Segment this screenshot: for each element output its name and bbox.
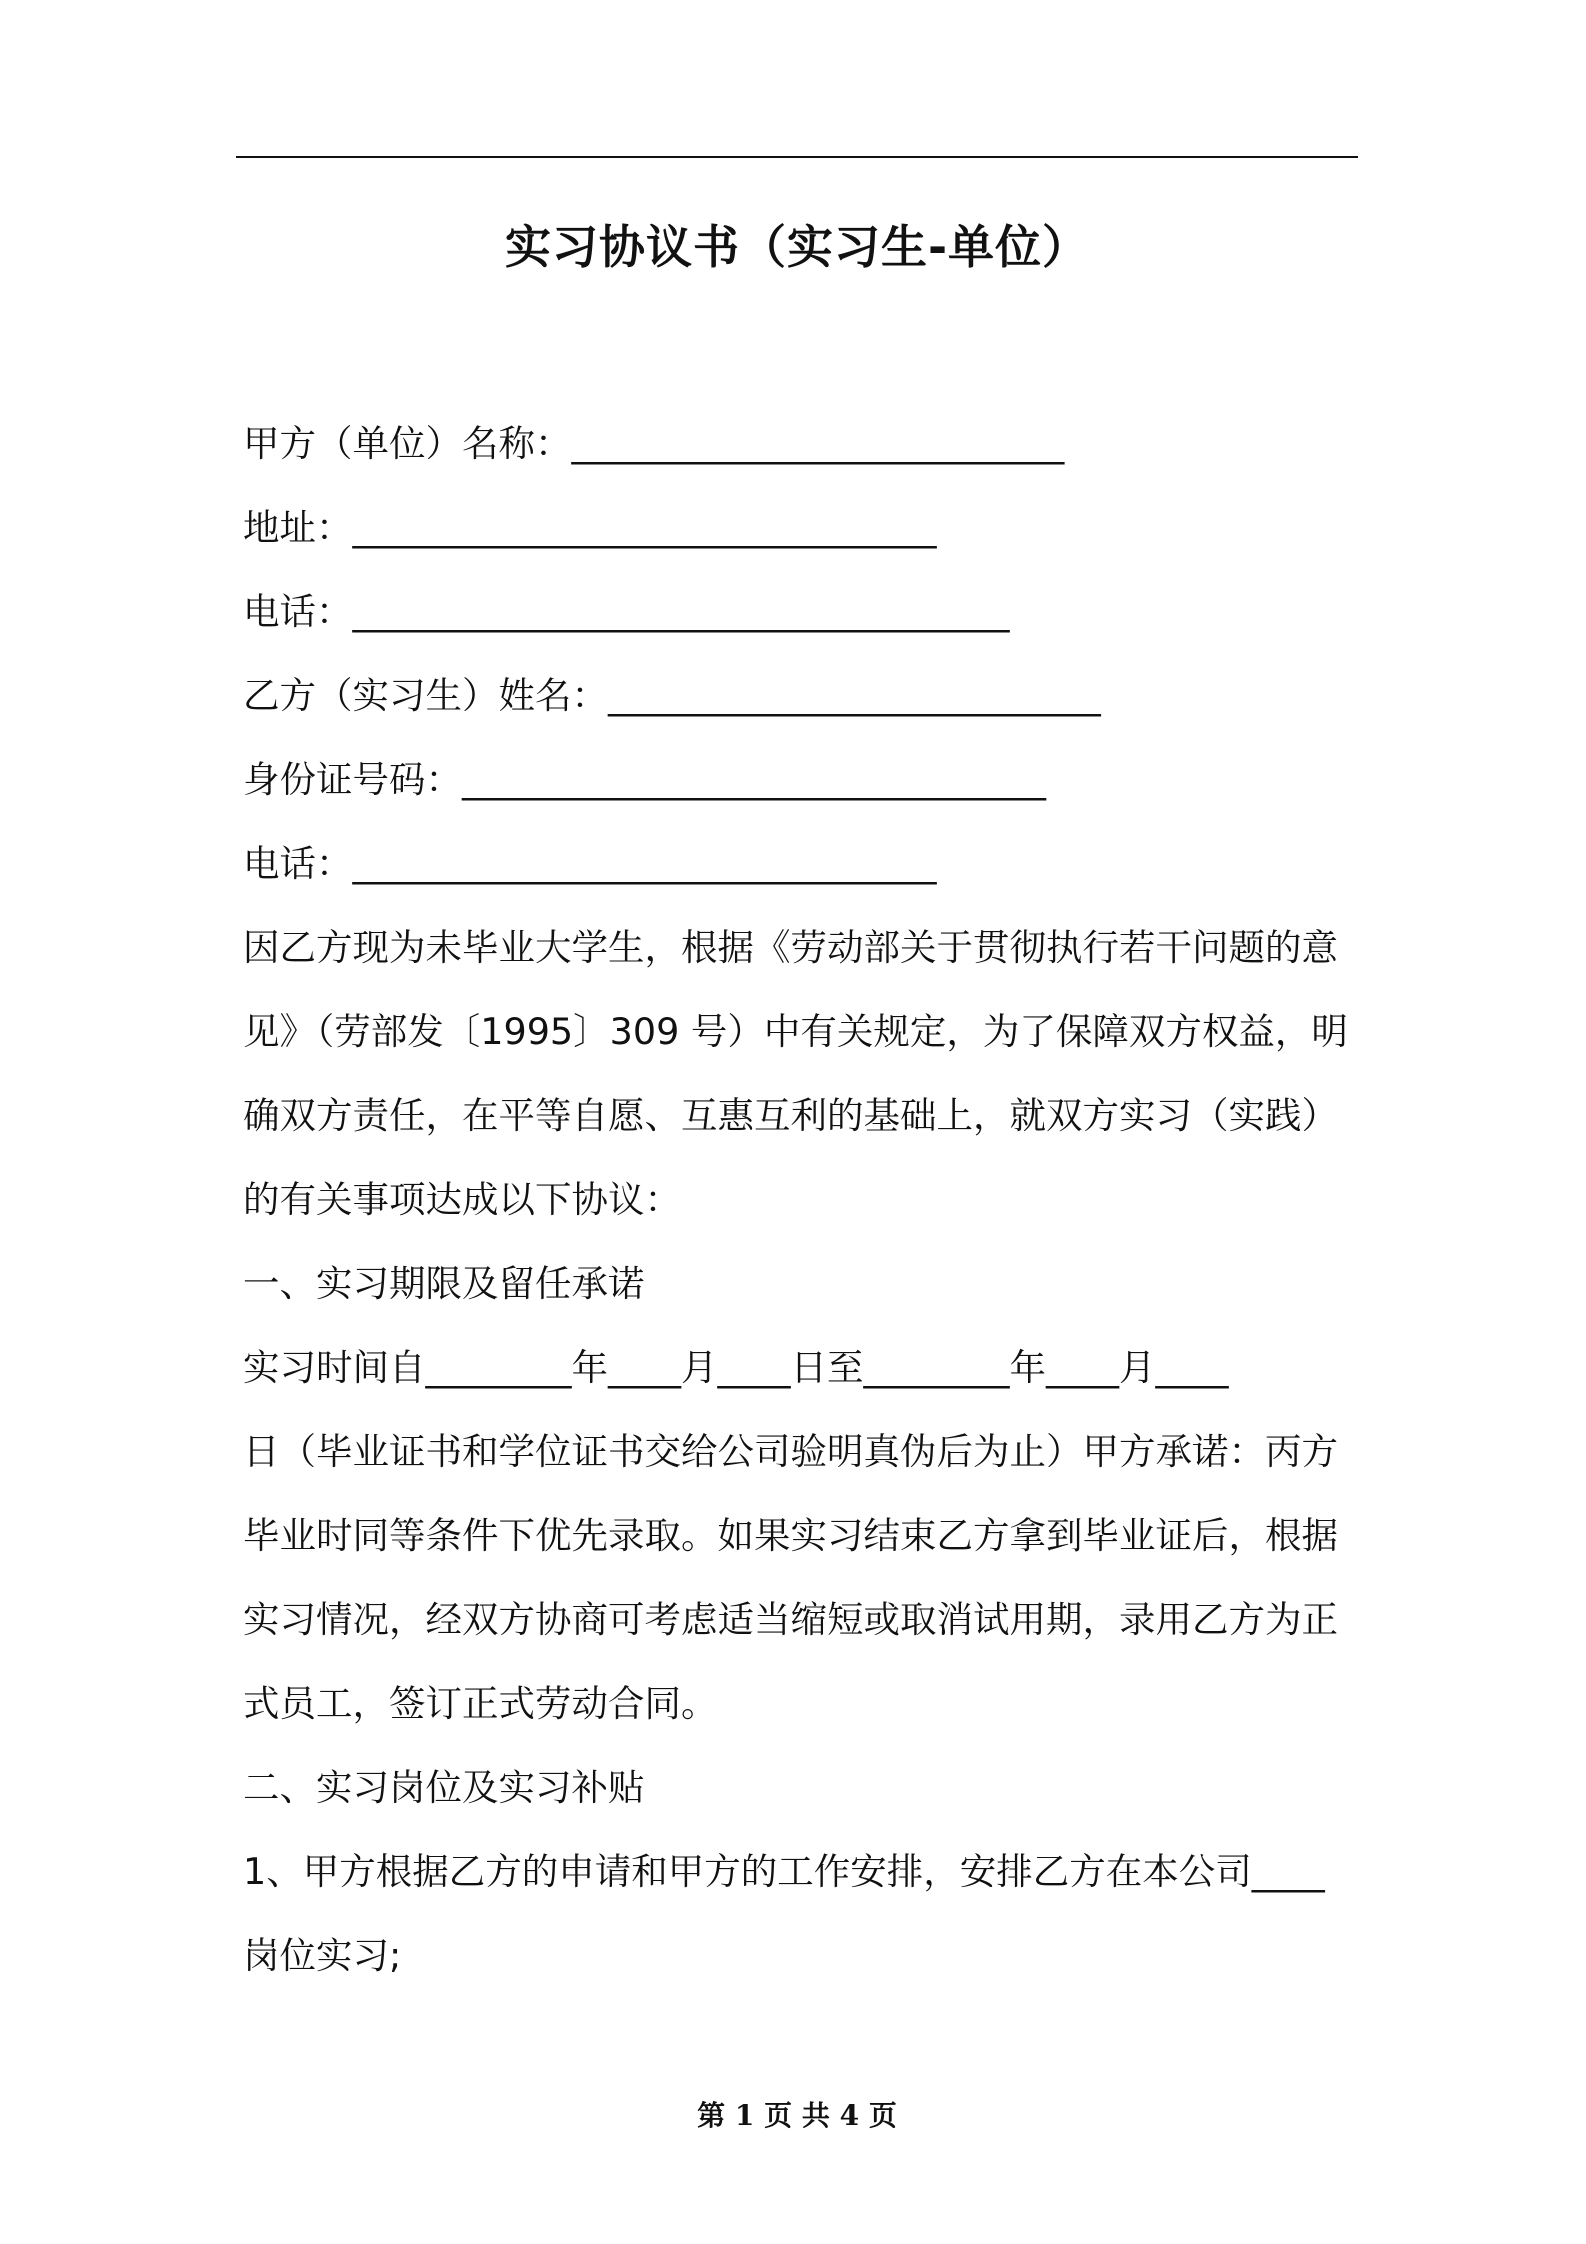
preamble-line-4: 的有关事项达成以下协议： xyxy=(243,1178,681,1221)
section-1-line-1: 实习时间自________年____月____日至________年____月____ xyxy=(243,1346,1229,1389)
party-b-phone-line: 电话：________________________________ xyxy=(243,842,937,885)
section-1-line-5: 式员工，签订正式劳动合同。 xyxy=(243,1682,718,1725)
party-a-address-line: 地址：________________________________ xyxy=(243,506,937,549)
section-1-line-4: 实习情况，经双方协商可考虑适当缩短或取消试用期，录用乙方为正 xyxy=(243,1598,1338,1641)
party-b-id-line: 身份证号码：________________________________ xyxy=(243,758,1046,801)
section-2-line-2: 岗位实习; xyxy=(243,1934,402,1977)
section-1-line-3: 毕业时同等条件下优先录取。如果实习结束乙方拿到毕业证后，根据 xyxy=(243,1514,1338,1557)
preamble-line-3: 确双方责任，在平等自愿、互惠互利的基础上，就双方实习（实践） xyxy=(243,1094,1338,1137)
party-a-phone-line: 电话：____________________________________ xyxy=(243,590,1010,633)
header-rule xyxy=(236,156,1358,158)
section-heading-1: 一、实习期限及留任承诺 xyxy=(243,1262,645,1305)
document-body xyxy=(243,402,1353,1998)
preamble-line-1: 因乙方现为未毕业大学生，根据《劳动部关于贯彻执行若干问题的意 xyxy=(243,926,1338,969)
party-a-name-line: 甲方（单位）名称：___________________________ xyxy=(243,422,1065,465)
section-heading-2: 二、实习岗位及实习补贴 xyxy=(243,1766,645,1809)
document-title: 实习协议书（实习生-单位） xyxy=(504,220,1090,274)
section-1-line-2: 日（毕业证书和学位证书交给公司验明真伪后为止）甲方承诺：丙方 xyxy=(243,1430,1338,1473)
preamble-line-2: 见》（劳部发〔1995〕309 号）中有关规定，为了保障双方权益，明 xyxy=(243,1010,1348,1053)
page-footer: 第 1 页 共 4 页 xyxy=(697,2099,897,2132)
section-2-line-1: 1、甲方根据乙方的申请和甲方的工作安排，安排乙方在本公司____ xyxy=(243,1850,1325,1893)
party-b-name-line: 乙方（实习生）姓名：___________________________ xyxy=(243,674,1101,717)
